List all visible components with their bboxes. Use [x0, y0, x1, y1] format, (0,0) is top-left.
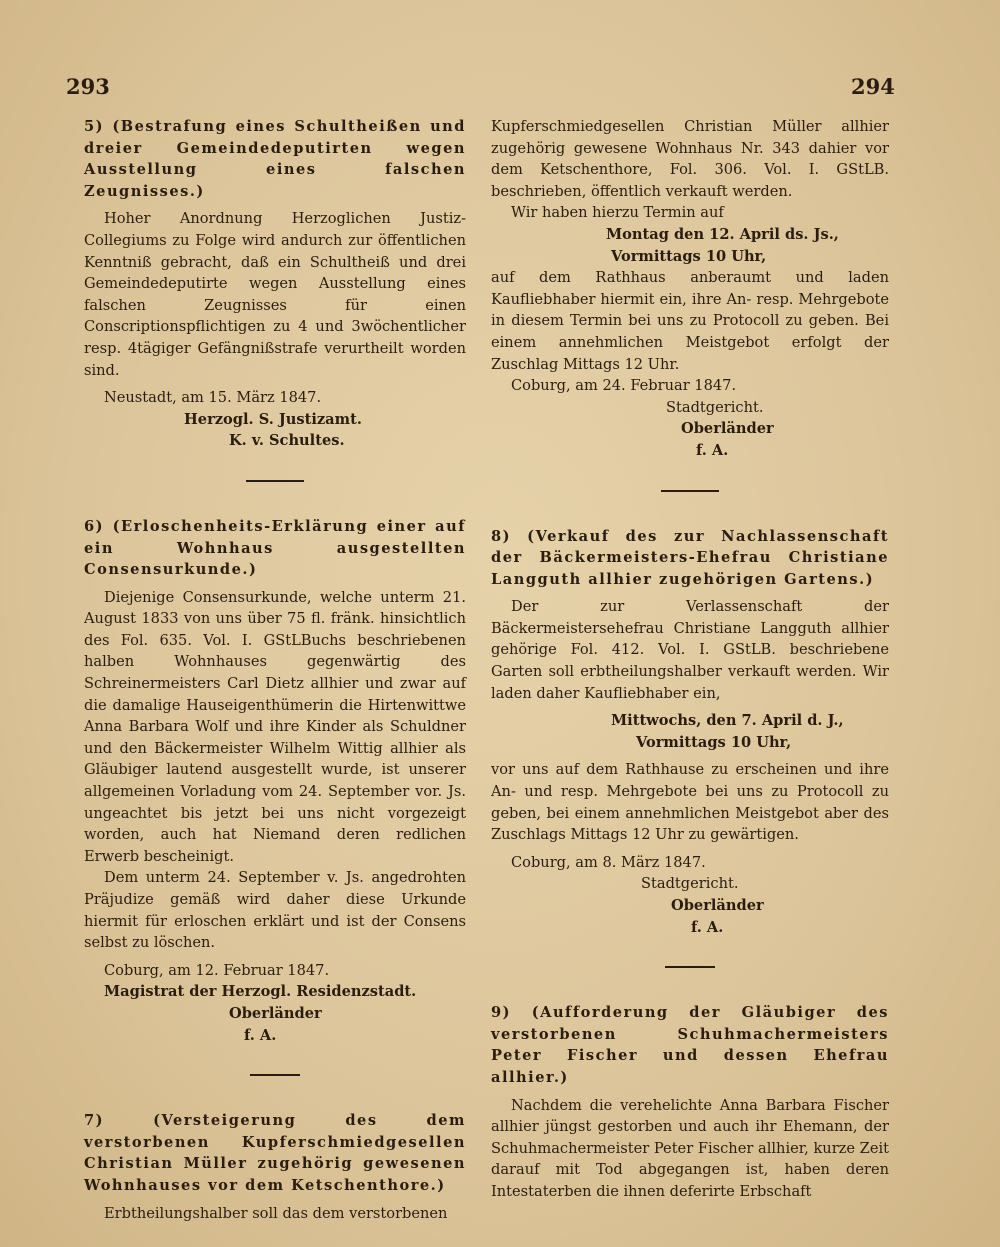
- signatory-initials: f. A.: [691, 918, 724, 936]
- place-date: Coburg, am 24. Februar 1847.: [511, 377, 737, 395]
- notice-5: [84, 116, 466, 452]
- page-number-left: 293: [66, 74, 110, 99]
- notice-body: vor uns auf dem Rathhause zu erscheinen und ihre An- und resp. Mehrgebote bei uns zu Protocoll zu geben, bei einem annehmlichen Meistgebot aber des Zuschlags Mittags 12 Uhr zu gewärtigen.: [491, 761, 889, 844]
- term-date: Mittwochs, den 7. April d. J.,: [611, 712, 844, 730]
- notice-7-continued: [491, 116, 889, 462]
- notice-body: Hoher Anordnung Herzoglichen Justiz-Collegiums zu Folge wird andurch zur öffentlichen Kenntniß gebracht, daß ein Schultheiß und drei Gemeindedeputirte wegen Ausstellung eines falschen Zeugnisses für einen Conscriptionspflichtigen zu 4 und 3wöchentlicher resp. 4tägiger Gefängnißstrafe verurtheilt worden sind.: [84, 210, 466, 379]
- notice-heading: 5) (Bestrafung eines Schultheißen und dreier Gemeindedeputirten wegen Ausstellung eines falschen Zeugnisses.): [84, 118, 466, 200]
- section-divider: [661, 490, 719, 492]
- term-time: Vormittags 10 Uhr,: [611, 247, 767, 265]
- notice-6: [84, 516, 466, 1046]
- authority: Magistrat der Herzogl. Residenzstadt.: [104, 983, 417, 1001]
- notice-heading: 9) (Aufforderung der Gläubiger des verstorbenen Schuhmachermeisters Peter Fischer und dessen Ehefrau allhier.): [491, 1004, 889, 1086]
- place-date: Coburg, am 12. Februar 1847.: [104, 961, 330, 979]
- notice-body: Dem unterm 24. September v. Js. angedrohten Präjudize gemäß wird daher diese Urkunde hiermit für erloschen erklärt und ist der Consens selbst zu löschen.: [84, 869, 466, 952]
- term-intro: Wir haben hierzu Termin auf: [511, 204, 724, 222]
- notice-8: [491, 526, 889, 939]
- place-date: Neustadt, am 15. März 1847.: [104, 389, 322, 407]
- left-column: [84, 116, 466, 1224]
- authority: Stadtgericht.: [666, 398, 764, 416]
- section-divider: [250, 1074, 300, 1076]
- notice-heading: 8) (Verkauf des zur Nachlassenschaft der Bäckermeisters-Ehefrau Christiane Langguth allhier zugehörigen Gartens.): [491, 527, 889, 588]
- section-divider: [665, 966, 715, 968]
- right-column: [491, 116, 889, 1203]
- signatory-initials: f. A.: [696, 441, 729, 459]
- signature: K. v. Schultes.: [229, 432, 345, 450]
- notice-body: auf dem Rathhaus anberaumt und laden Kaufliebhaber hiermit ein, ihre An- resp. Mehrgebote in diesem Termin bei uns zu Protocoll zu geben. Bei einem annehmlichen Meistgebot erfolgt der Zuschlag Mittags 12 Uhr.: [491, 269, 889, 373]
- authority: Stadtgericht.: [641, 875, 739, 893]
- notice-body: Diejenige Consensurkunde, welche unterm 21. August 1833 von uns über 75 fl. fränk. hinsichtlich des Fol. 635. Vol. I. GStLBuchs beschriebenen halben Wohnhauses gegenwärtig des Schreinermeisters Carl Dietz allhier und zwar auf die damalige Hauseigenthümerin die Hirtenwittwe Anna Barbara Wolf und ihre Kinder als Schuldner und den Bäckermeister Wilhelm Wittig allhier als Gläubiger lautend ausgestellt wurde, ist unserer allgemeinen Vorladung vom 24. September vor. Js. ungeachtet bis jetzt bei uns nicht vorgezeigt worden, auch hat Niemand deren redlichen Erwerb bescheinigt.: [84, 588, 466, 865]
- page-number-right: 294: [851, 74, 895, 99]
- notice-body: Kupferschmiedgesellen Christian Müller allhier zugehörig gewesene Wohnhaus Nr. 343 dahier vor dem Ketschenthore, Fol. 306. Vol. I. GStLB. beschrieben, öffentlich verkauft werden.: [491, 118, 889, 200]
- notice-body: Erbtheilungshalber soll das dem verstorbenen: [104, 1204, 448, 1222]
- section-divider: [246, 480, 304, 482]
- signatory-name: Oberländer: [229, 1004, 322, 1022]
- term-time: Vormittags 10 Uhr,: [636, 733, 792, 751]
- place-date: Coburg, am 8. März 1847.: [511, 853, 706, 871]
- notice-9: [491, 1002, 889, 1202]
- notice-heading: 6) (Erloschenheits-Erklärung einer auf ein Wohnhaus ausgestellten Consensurkunde.): [84, 517, 466, 579]
- authority: Herzogl. S. Justizamt.: [184, 410, 362, 428]
- signatory-name: Oberländer: [681, 420, 774, 438]
- notice-body: Der zur Verlassenschaft der Bäckermeistersehefrau Christiane Langguth allhier gehörige Fol. 412. Vol. I. GStLB. beschriebene Garten soll erbtheilungshalber verkauft werden. Wir laden daher Kaufliebhaber ein,: [491, 598, 889, 702]
- notice-7: [84, 1110, 466, 1224]
- signatory-name: Oberländer: [671, 897, 764, 914]
- signatory-initials: f. A.: [244, 1026, 277, 1044]
- notice-body: Nachdem die verehelichte Anna Barbara Fischer allhier jüngst gestorben und auch ihr Ehemann, der Schuhmachermeister Peter Fischer allhier, kurze Zeit darauf mit Tod abgegangen ist, haben deren Intestaterben die ihnen deferirte Erbschaft: [491, 1096, 889, 1200]
- notice-heading: 7) (Versteigerung des dem verstorbenen Kupferschmiedgesellen Christian Müller zugehörig gewesenen Wohnhauses vor dem Ketschenthore.): [84, 1112, 466, 1194]
- term-date: Montag den 12. April ds. Js.,: [606, 225, 839, 243]
